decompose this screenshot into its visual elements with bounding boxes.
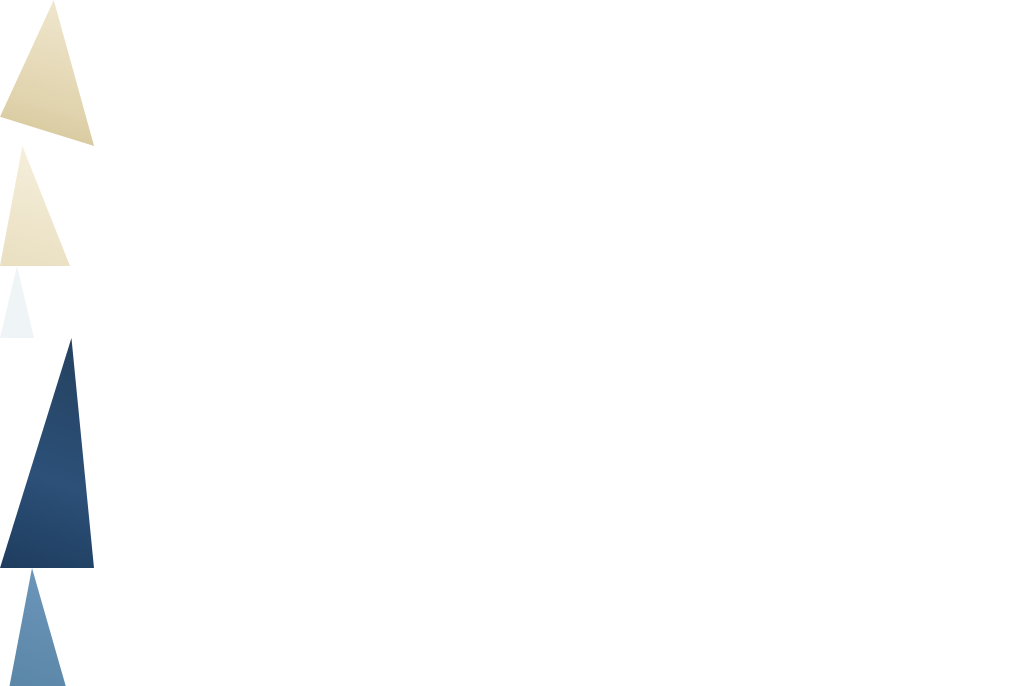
sailboat-mast [0,212,518,380]
sailboat-mast [0,578,518,686]
